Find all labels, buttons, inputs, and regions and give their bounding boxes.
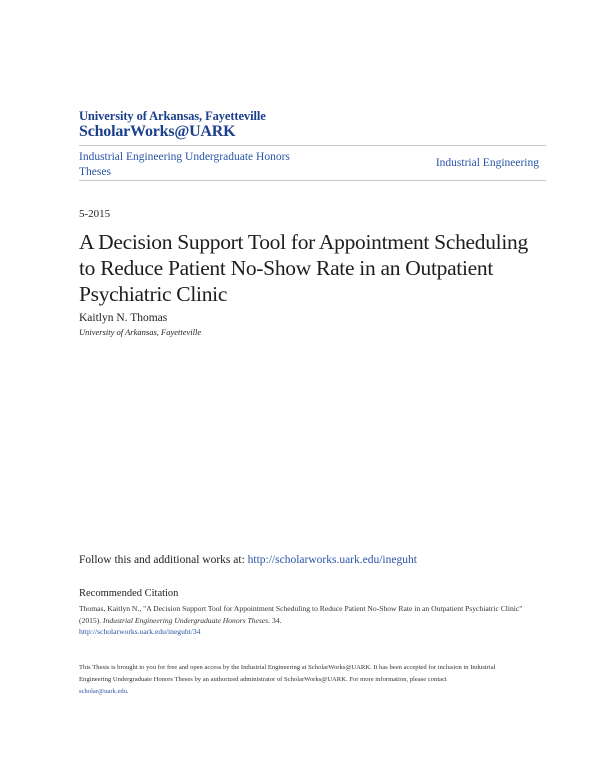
repository-name[interactable]: ScholarWorks@UARK <box>79 123 236 140</box>
citation-heading: Recommended Citation <box>79 588 179 599</box>
citation-link[interactable]: http://scholarworks.uark.edu/ineguht/34 <box>79 627 201 636</box>
citation-journal: Industrial Engineering Undergraduate Honors Theses <box>103 615 269 625</box>
follow-line <box>79 554 417 566</box>
author-affiliation: University of Arkansas, Fayetteville <box>79 327 202 337</box>
citation-text <box>79 603 529 638</box>
university-name[interactable]: University of Arkansas, Fayetteville <box>79 109 266 123</box>
author-name: Kaitlyn N. Thomas <box>79 312 168 324</box>
notice-end: . <box>127 687 129 695</box>
divider-bottom <box>79 180 546 181</box>
follow-link[interactable]: http://scholarworks.uark.edu/ineguht <box>247 554 417 566</box>
publication-date: 5-2015 <box>79 208 111 220</box>
contact-email-link[interactable]: scholar@uark.edu <box>79 687 127 695</box>
follow-text: Follow this and additional works at: <box>79 554 248 566</box>
access-notice <box>79 662 529 697</box>
citation-part2: . 34. <box>268 615 282 625</box>
divider-top <box>79 145 546 146</box>
citation-part1: Thomas, Kaitlyn N., "A Decision Support Tool for Appointment Scheduling to Reduce Patient No-Show Rate in an Outpatient Psychiatric Clinic" (2015). <box>79 604 523 625</box>
notice-text: This Thesis is brought to you for free and open access by the Industrial Engineering at ScholarWorks@UARK. It has been accepted for inclusion in Industrial Engineering Undergraduate Honors Theses by an authorized administrator of ScholarWorks@UARK. For more information, please contact <box>79 664 496 683</box>
series-link[interactable]: Industrial Engineering Undergraduate Honors Theses <box>79 151 290 178</box>
document-title: A Decision Support Tool for Appointment Scheduling to Reduce Patient No-Show Rate in an Outpatient Psychiatric Clinic <box>79 230 528 306</box>
department-link[interactable]: Industrial Engineering <box>435 157 539 169</box>
